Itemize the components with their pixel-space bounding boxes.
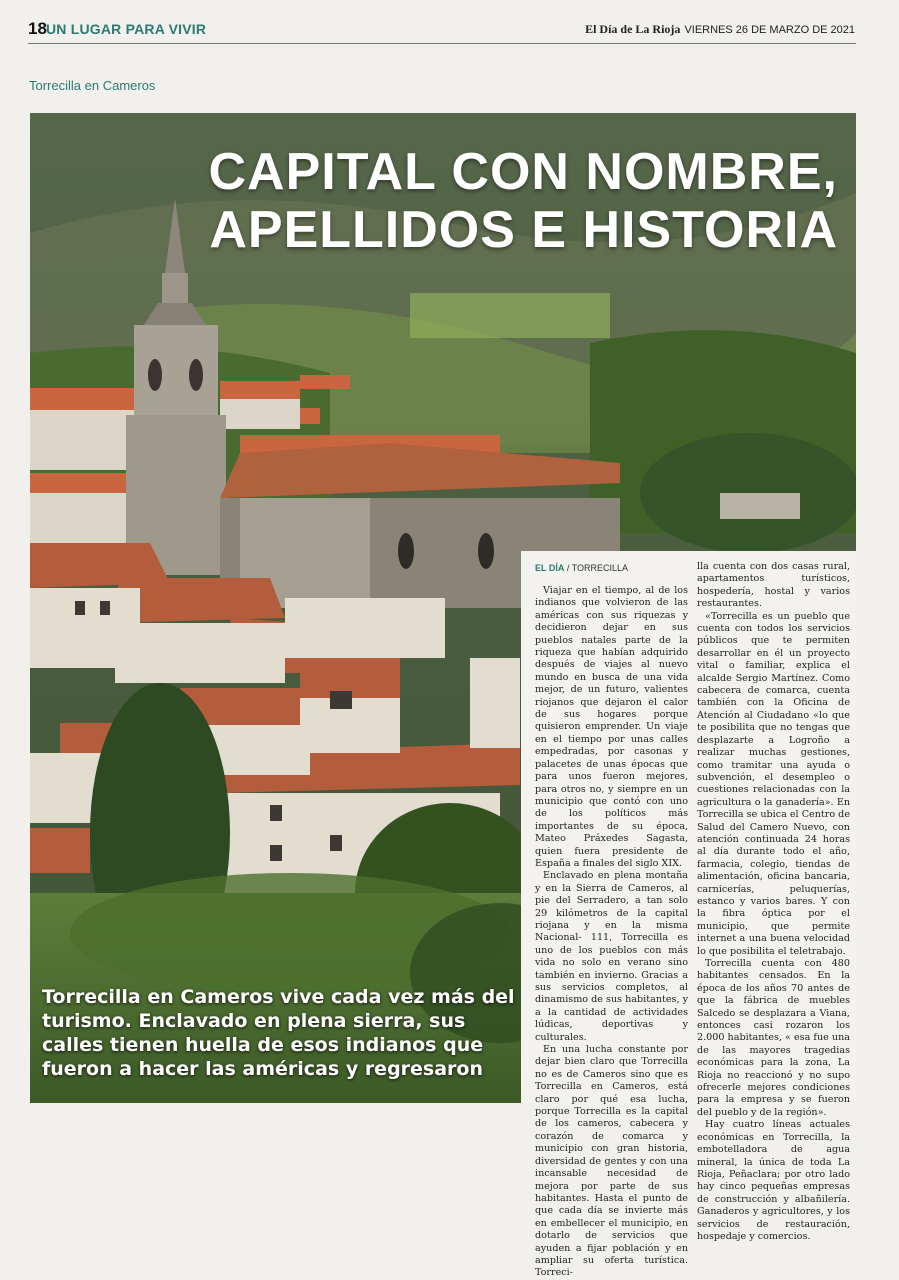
newspaper-name: El Día de La Rioja xyxy=(585,22,681,36)
page-number: 18 xyxy=(28,19,47,38)
paragraph: «Torrecilla es un pueblo que cuenta con todos los servicios públicos que te permiten desarrollar en él un proyecto vital o familiar, explica el alcalde Sergio Martínez. Como cabecera de comarca, cuenta también con la Oficina de Atención al Ciudadano «lo que te posibilita que no tengas que desplazarte a Logroño a realizar muchas gestiones, como tramitar una ayuda o subvención, el desempleo o cuestiones relacionadas con la agricultura o la ganadería». En Torrecilla se ubica el Centro de Salud del Camero Nuevo, con atención continuada 24 horas al día durante todo el año, farmacia, colegio, tiendas de alimentación, oficina bancaria, carnicerías, peluquerías, estanco y varios bares. Y con la fibra óptica por el municipio, que permite internet a una buena velocidad lo que posibilita el teletrabajo. xyxy=(697,610,850,957)
photo-caption: Torrecilla en Cameros vive cada vez más del turismo. Enclavado en plena sierra, sus calles tienen huella de esos indianos que fueron a hacer las américas y regresaron xyxy=(42,986,515,1080)
header-rule xyxy=(28,43,856,44)
paragraph: En una lucha constante por dejar bien claro que Torrecilla no es de Cameros sino que es Torrecilla en Cameros, está claro por qué esa lucha, porque Torrecilla es la capital de los cameros, cabecera y corazón de comarca y municipio con gran historia, diversidad de gentes y con una incansable necesidad de mejora por parte de sus habitantes. Hasta el punto de que cada día se invierte más en embellecer el municipio, en dotarlo de servicios que ayuden a fijar población y en ampliar su oferta turística. Torreci- xyxy=(535,1044,688,1279)
masthead xyxy=(585,22,855,37)
page-header xyxy=(0,0,899,46)
byline-location: TORRECILLA xyxy=(571,563,629,573)
article-body xyxy=(521,551,856,1279)
section-title: UN LUGAR PARA VIVIR xyxy=(46,21,207,37)
article-column-2 xyxy=(697,561,850,1243)
byline: EL DÍA / TORRECILLA xyxy=(535,563,629,573)
byline-source: EL DÍA xyxy=(535,563,565,573)
article-column-1 xyxy=(535,585,688,1280)
paragraph: Enclavado en plena montaña y en la Sierra de Cameros, al pie del Serradero, a tan solo 29 kilómetros de la capital riojana y en la misma Nacional- 111, Torrecilla es uno de los pueblos con más vida no solo en verano sino también en invierno. Gracias a sus servicios completos, al dinamismo de sus habitantes, y a la cantidad de actividades lúdicas, deportivas y culturales. xyxy=(535,870,688,1043)
paragraph: Hay cuatro líneas actuales económicas en Torrecilla, la embotelladora de agua mineral, la única de toda La Rioja, Peñaclara; por otro lado hay cinco pequeñas empresas de construcción y albañilería. Ganaderos y agricultores, y los servicios de restauración, hospedaje y comercios. xyxy=(697,1119,850,1242)
headline: CAPITAL CON NOMBRE, APELLIDOS E HISTORIA xyxy=(208,143,838,259)
paragraph: lla cuenta con dos casas rural, apartamentos turísticos, hospedería, hostal y varios restaurantes. xyxy=(697,561,850,610)
issue-date: VIERNES 26 DE MARZO DE 2021 xyxy=(684,24,855,36)
paragraph: Viajar en el tiempo, al de los indianos que volvieron de las américas con sus riquezas y decidieron dejar en sus pueblos natales parte de la riqueza que habían adquirido después de viajes al nuevo mundo en busca de una vida mejor, de un futuro, valientes riojanos que dejaron el calor de sus hogares porque quisieron emprender. Un viaje en el tiempo por unas calles empedradas, por casonas y palacetes de unas épocas que para unos fueron mejores, para otros no, y siempre en un municipio que contó con uno de los políticos más importantes de su época, Mateo Práxedes Sagasta, quien fuera presidente de España a finales del siglo XIX. xyxy=(535,585,688,869)
article-kicker: Torrecilla en Cameros xyxy=(29,78,156,93)
paragraph: Torrecilla cuenta con 480 habitantes censados. En la época de los años 70 antes de que la fábrica de muebles Salcedo se desplazara a Viana, entonces casi rozaron los 2.000 habitantes, « esa fue una de las mayores tragedias económicas para la zona, La Rioja no reaccionó y no supo ofrecerle mejores condiciones para la empresa y se fueron del pueblo y de la región». xyxy=(697,958,850,1118)
